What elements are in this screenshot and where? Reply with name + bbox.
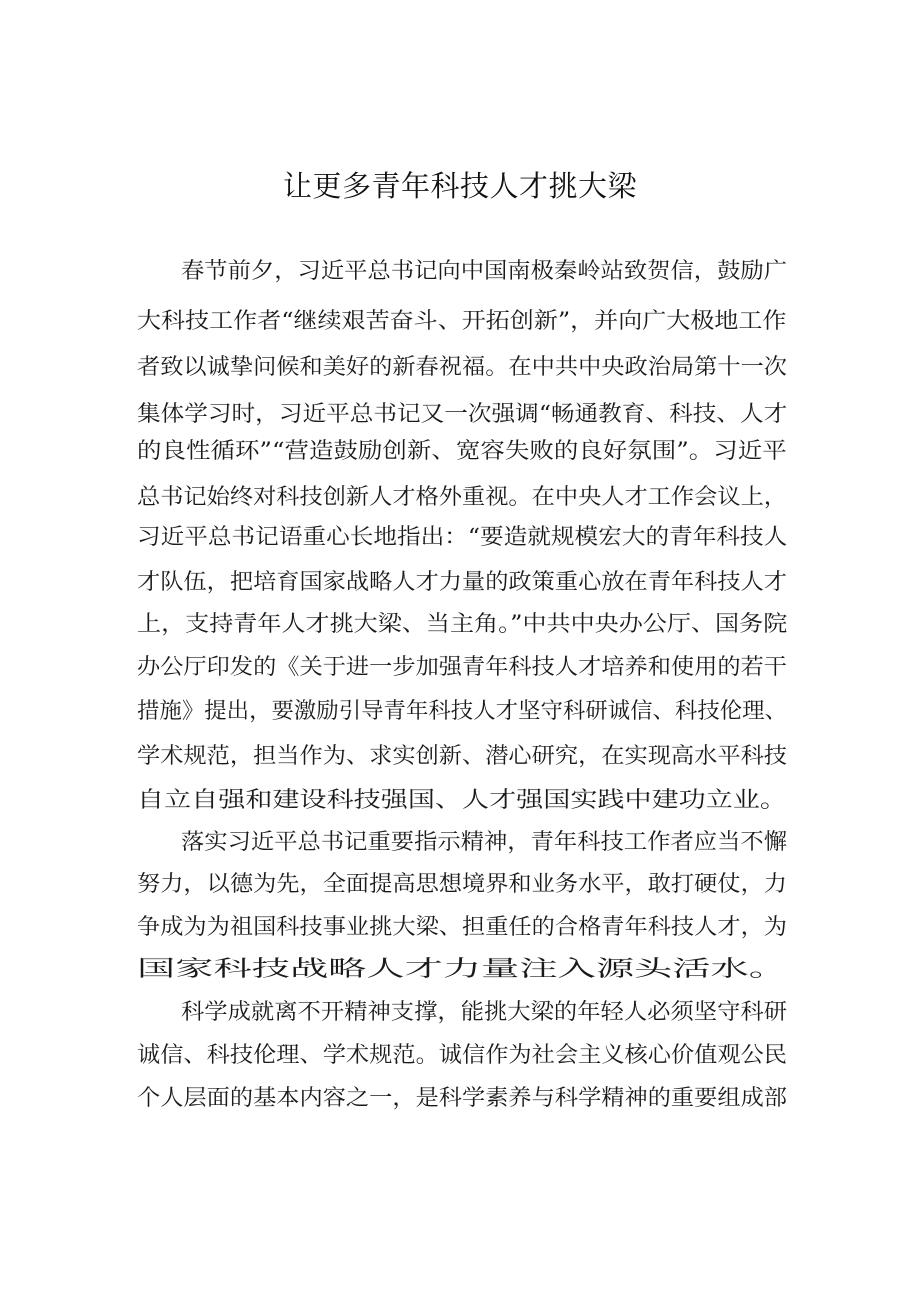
paragraph-3-line-1: 科学成就离不开精神支撑，能挑大梁的年轻人必须坚守科研: [181, 1000, 788, 1025]
paragraph-1-line-11: 措施》提出，要激励引导青年科技人才坚守科研诚信、科技伦理、: [137, 699, 788, 724]
paragraph-1-line-9: 上，支持青年人才挑大梁、当主角。”中共中央办公厅、国务院: [137, 612, 788, 637]
paragraph-1-line-7: 习近平总书记语重心长地指出：“要造就规模宏大的青年科技人: [137, 525, 788, 550]
paragraph-1-line-4: 集体学习时，习近平总书记又一次强调“畅通教育、科技、人才: [137, 402, 788, 427]
paragraph-1-line-2: 大科技工作者“继续艰苦奋斗、开拓创新”，并向广大极地工作: [137, 309, 787, 334]
paragraph-1-line-8: 才队伍，把培育国家战略人才力量的政策重心放在青年科技人才: [137, 570, 788, 595]
document-title: 让更多青年科技人才挑大梁: [282, 169, 637, 203]
paragraph-2-line-4: 国家科技战略人才力量注入源头活水。: [137, 957, 788, 982]
paragraph-1-line-5: 的良性循环”“营造鼓励创新、宽容失败的良好氛围”。习近平: [137, 439, 787, 464]
paragraph-2-line-1: 落实习近平总书记重要指示精神，青年科技工作者应当不懈: [181, 830, 788, 855]
paragraph-1-line-3: 者致以诚挚问候和美好的新春祝福。在中共中央政治局第十一次: [137, 355, 788, 380]
paragraph-2-line-3: 争成为为祖国科技事业挑大梁、担重任的合格青年科技人才，为: [137, 915, 788, 940]
paragraph-1-line-12: 学术规范，担当作为、求实创新、潜心研究，在实现高水平科技: [137, 744, 788, 769]
paragraph-3-line-3: 个人层面的基本内容之一，是科学素养与科学精神的重要组成部: [137, 1086, 788, 1111]
paragraph-3-line-2: 诚信、科技伦理、学术规范。诚信作为社会主义核心价值观公民: [137, 1043, 788, 1068]
paragraph-1-line-1: 春节前夕，习近平总书记向中国南极秦岭站致贺信，鼓励广: [181, 259, 788, 284]
paragraph-1-line-13: 自立自强和建设科技强国、人才强国实践中建功立业。: [137, 788, 788, 813]
paragraph-1-line-6: 总书记始终对科技创新人才格外重视。在中央人才工作会议上，: [137, 485, 788, 510]
paragraph-2-line-2: 努力，以德为先，全面提高思想境界和业务水平，敢打硬仗，力: [137, 872, 788, 897]
paragraph-1-line-10: 办公厅印发的《关于进一步加强青年科技人才培养和使用的若干: [137, 655, 788, 680]
